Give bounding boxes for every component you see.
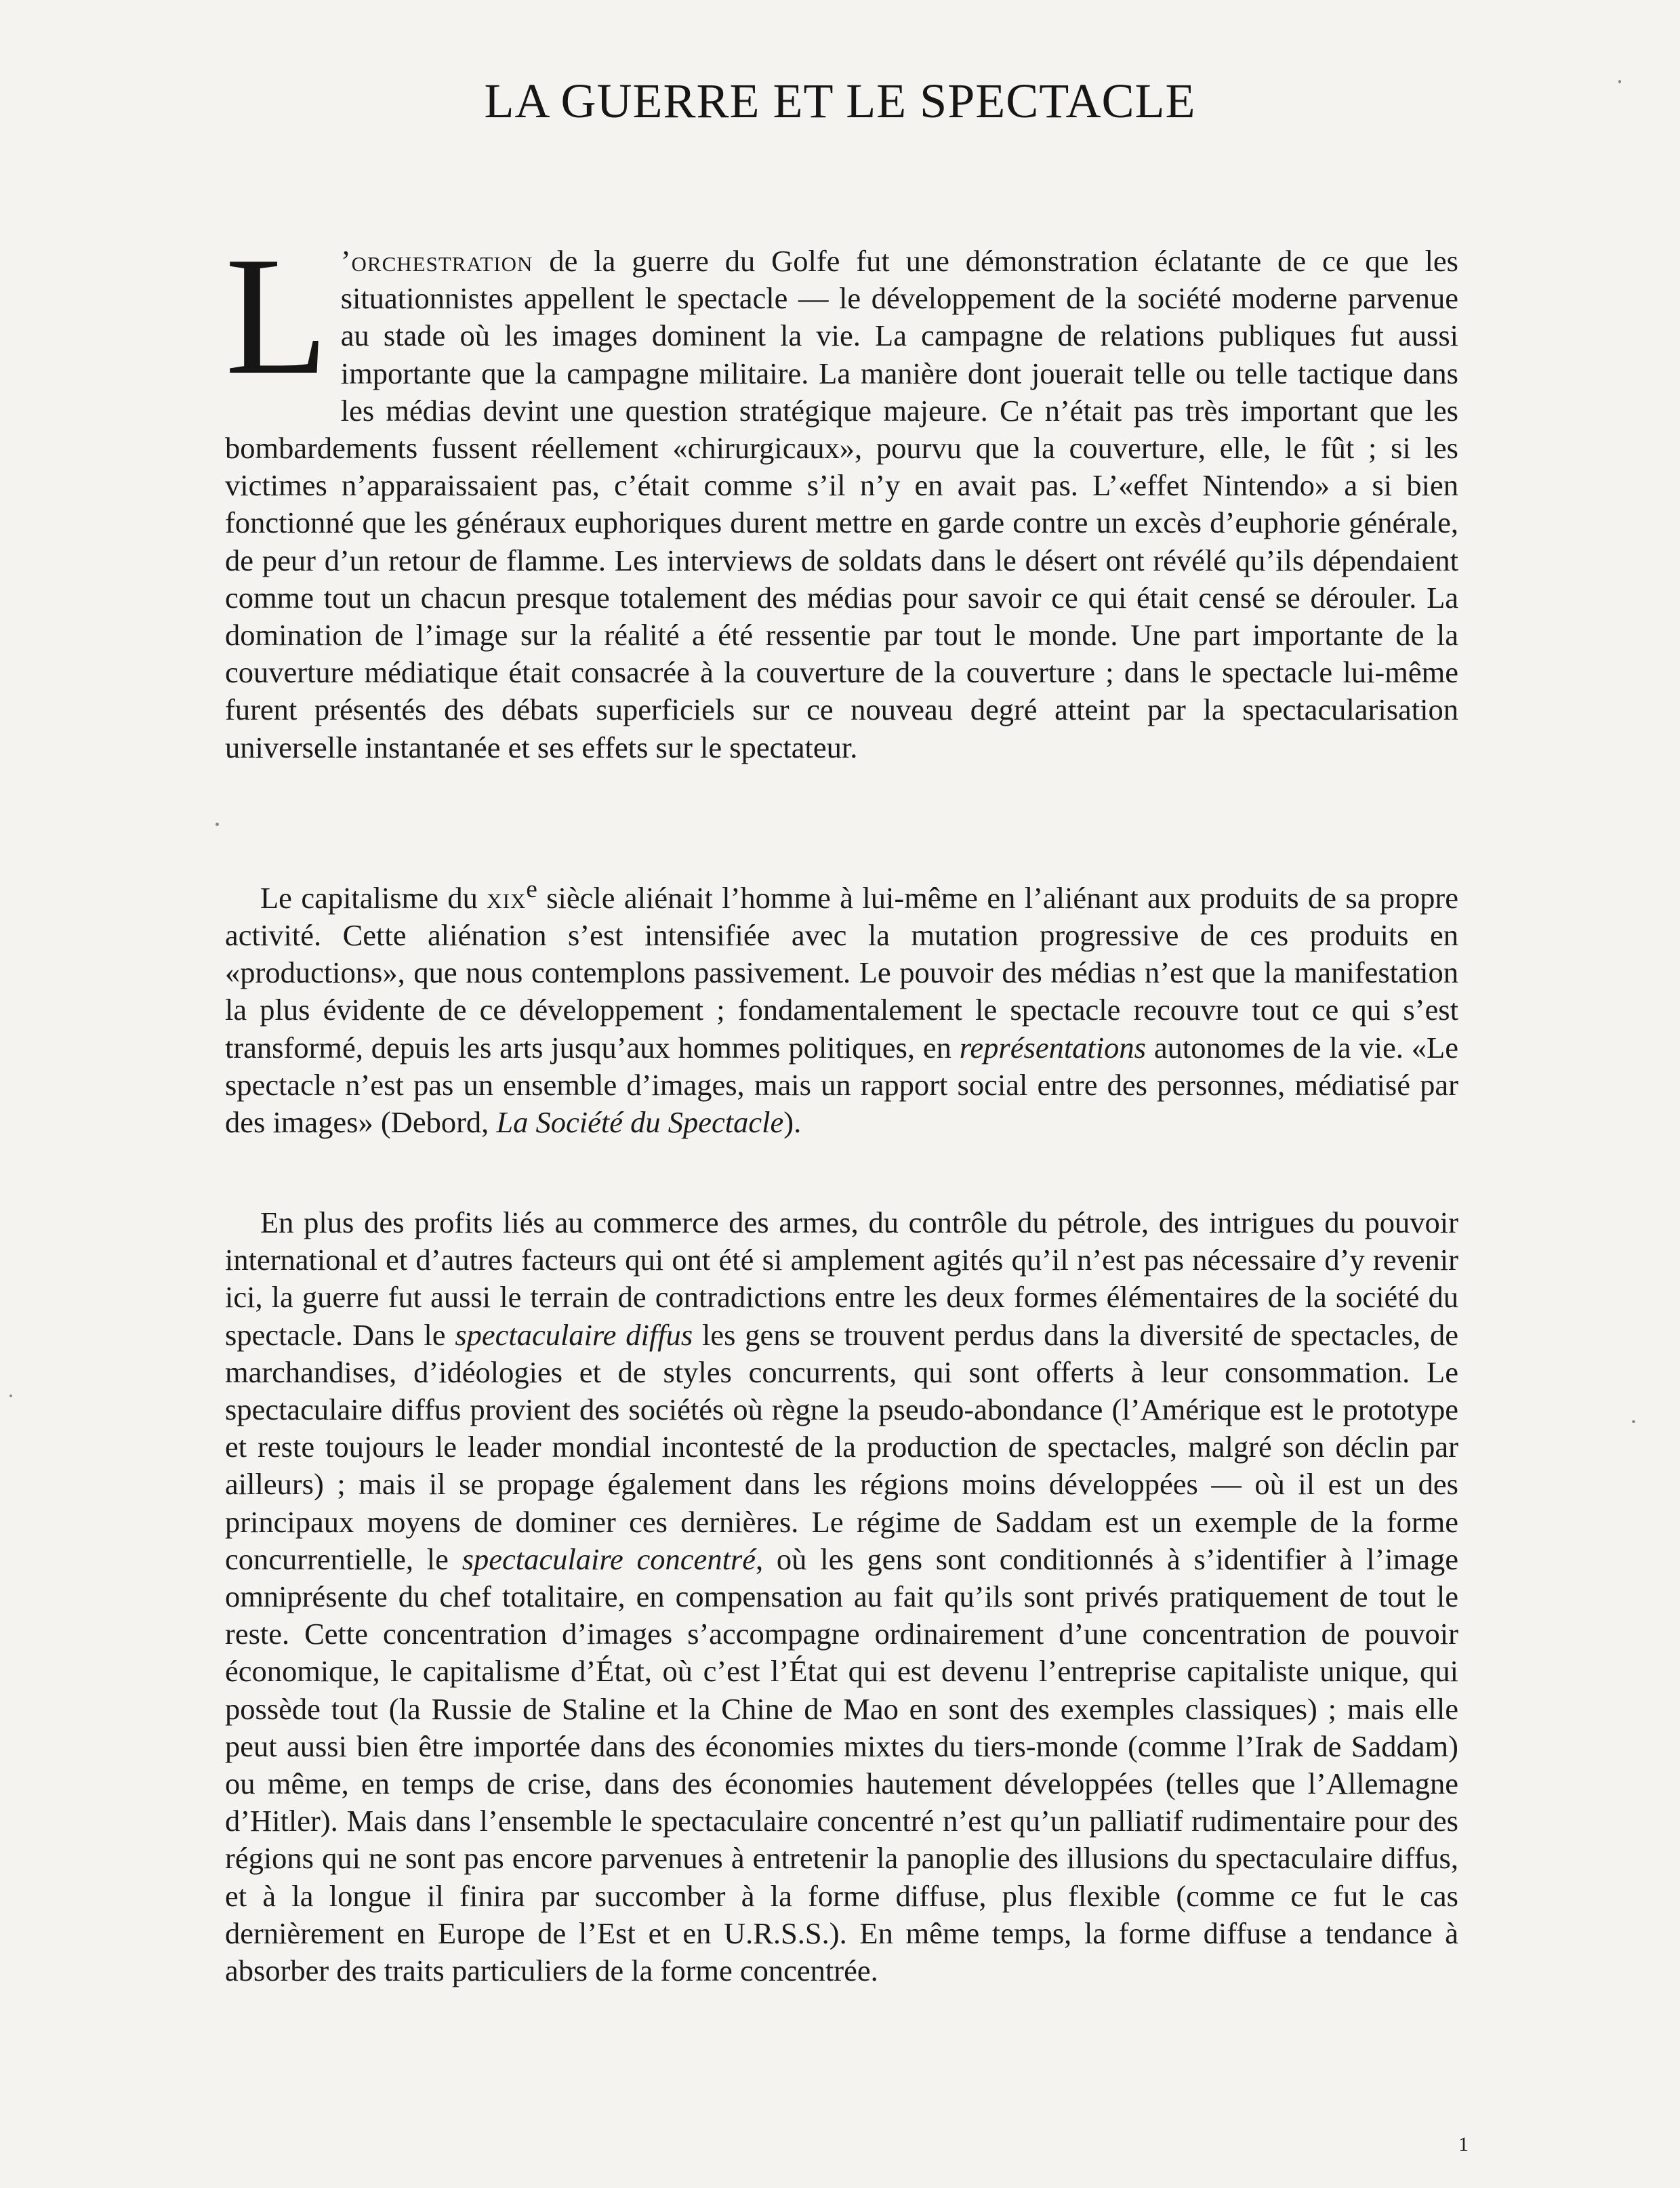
page-title: LA GUERRE ET LE SPECTACLE <box>484 74 1196 128</box>
paragraph-2 <box>225 871 1458 1141</box>
paragraph-2-text-a: Le capitalisme du <box>260 880 487 915</box>
paragraph-2-text-b: siècle aliénait l’homme à lui-même en l’aliénant aux produits de sa propre activité. Cette aliénation s’est intensifiée avec la mutation progressive de ces produits en «productions», que nous contemplons passivement. Le pouvoir des médias n’est que la manifestation la plus évidente de ce développement ; fondamentalement le spectacle recouvre tout ce qui s’est transformé, depuis les arts jusqu’aux hommes politiques, en <box>225 880 1458 1065</box>
drop-cap: L <box>225 222 329 410</box>
paragraph-3-text-c: , où les gens sont conditionnés à s’identifier à l’image omniprésente du chef totalitaire, en compensation au fait qu’ils sont privés pratiquement de tout le reste. Cette concentration d’images s’accompagne ordinairement d’une concentration de pouvoir économique, le capitalisme d’État, où c’est l’État qui est devenu l’entreprise capitaliste unique, qui possède tout (la Russie de Staline et la Chine de Mao en sont des exemples classiques) ; mais elle peut aussi bien être importée dans des économies mixtes du tiers-monde (comme l’Irak de Saddam) ou même, en temps de crise, dans des économies hautement développées (telles que l’Allemagne d’Hitler). Mais dans l’ensemble le spectaculaire concentré n’est qu’un palliatif rudimentaire pour des régions qui ne sont pas encore parvenues à entretenir la panoplie des illusions du spectaculaire diffus, et à la longue il finira par succomber à la forme diffuse, plus flexible (comme ce fut le cas dernièrement en Europe de l’Est et en U.R.S.S.). En même temps, la forme diffuse a tendance à absorber des traits particuliers de la forme concentrée. <box>225 1542 1458 1988</box>
emphasis-spectaculaire-concentre: spectaculaire concentré <box>462 1542 756 1576</box>
paper-speck <box>9 1395 12 1397</box>
paragraph-2-text-c: autonomes de la vie. «Le spectacle n’est pas un ensemble d’images, mais un rapport social entre des personnes, médiatisé par des images» (Debord, <box>225 1030 1458 1140</box>
paragraph-3-text-a: En plus des profits liés au commerce des armes, du contrôle du pétrole, des intrigues du pouvoir international et d’autres facteurs qui ont été si amplement agités qu’il n’est pas nécessaire d’y revenir ici, la guerre fut aussi le terrain de contradictions entre les deux formes élémentaires de la société du spectacle. Dans le <box>225 1205 1458 1352</box>
century-numeral: xix <box>487 880 527 915</box>
century-superscript: e <box>526 875 537 903</box>
paragraph-1 <box>225 222 1458 766</box>
paragraph-3-text-b: les gens se trouvent perdus dans la diversité de spectacles, de marchandises, d’idéologies et de styles concurrents, qui sont offerts à leur consommation. Le spectaculaire diffus provient des sociétés où règne la pseudo-abondance (l’Amérique est le prototype et reste toujours le leader mondial incontesté de la production de spectacles, malgré son déclin par ailleurs) ; mais il se propage également dans les régions moins développées — où il est un des principaux moyens de dominer ces dernières. Le régime de Saddam est un exemple de la forme concurrentielle, le <box>225 1317 1458 1576</box>
emphasis-representations: représentations <box>959 1030 1146 1065</box>
emphasis-spectaculaire-diffus: spectaculaire diffus <box>455 1317 693 1352</box>
opening-smallcaps: ’orchestration <box>340 244 533 278</box>
book-title-citation: La Société du Spectacle <box>496 1105 784 1140</box>
paragraph-3 <box>225 1204 1458 1989</box>
paper-speck <box>1618 80 1621 83</box>
paragraph-1-text: de la guerre du Golfe fut une démonstration éclatante de ce que les situationnistes appellent le spectacle — le développement de la société moderne parvenue au stade où les images dominent la vie. La campagne de relations publiques fut aussi importante que la campagne militaire. La manière dont jouerait telle ou telle tactique dans les médias devint une question stratégique majeure. Ce n’était pas très important que les bombardements fussent réellement «chirurgicaux», pourvu que la couverture, elle, le fût ; si les victimes n’apparaissaient pas, c’était comme s’il n’y en avait pas. L’«effet Nintendo» a si bien fonctionné que les généraux euphoriques durent mettre en garde contre un excès d’euphorie générale, de peur d’un retour de flamme. Les interviews de soldats dans le désert ont révélé qu’ils dépendaient comme tout un chacun presque totalement des médias pour savoir ce qui était censé se dérouler. La domination de l’image sur la réalité a été ressentie par tout le monde. Une part importante de la couverture médiatique était consacrée à la couverture de la couverture ; dans le spectacle lui-même furent présentés des débats superficiels sur ce nouveau degré atteint par la spectacularisation universelle instantanée et ses effets sur le spectateur. <box>225 244 1458 764</box>
page-number: 1 <box>1458 2133 1469 2155</box>
paper-speck <box>1632 1420 1635 1423</box>
paragraph-2-text-d: ). <box>783 1105 802 1140</box>
paper-speck <box>216 823 219 826</box>
